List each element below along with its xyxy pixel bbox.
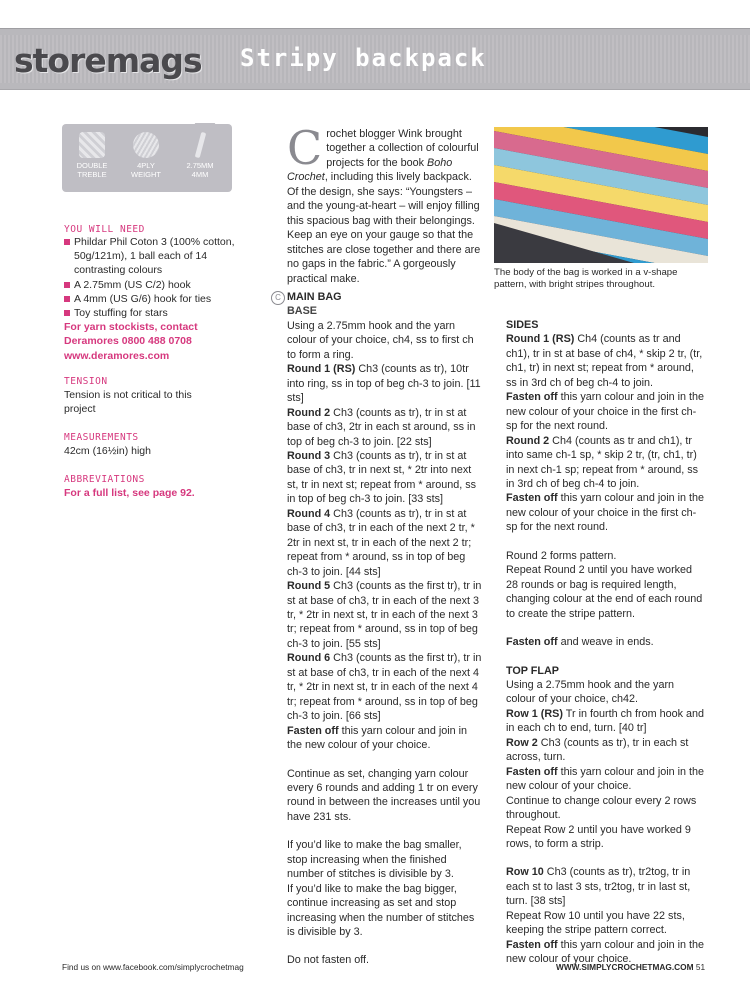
yarn-ball-icon: 4PLY WEIGHT (126, 132, 166, 179)
top-flap-heading: TOP FLAP (506, 664, 559, 677)
footer-facebook: Find us on www.facebook.com/simplycrochetmag (62, 962, 244, 972)
skill-info-box (62, 124, 232, 192)
you-will-need-heading: YOU WILL NEED (64, 224, 145, 235)
list-item: Phildar Phil Coton 3 (100% cotton, 50g/121m), 1 ball each of 14 contrasting colours (64, 235, 244, 278)
list-item: A 2.75mm (US C/2) hook (64, 278, 244, 292)
storemags-logo: storemags (14, 41, 202, 80)
measurements-text: 42cm (16½in) high (64, 445, 151, 457)
tension-text: Tension is not critical to this project (64, 389, 192, 416)
section-marker-icon: C (271, 291, 285, 305)
list-item: Toy stuffing for stars (64, 306, 244, 320)
main-bag-section: MAIN BAG BASE Using a 2.75mm hook and the yarn colour of your choice, ch4, ss to first ch to form a ring. Round 1 (RS) Ch3 (counts as tr), 10tr into ring, ss in top of beg ch-3 to join. [11 sts] Round 2 Ch3 (counts as tr), tr in st at base of ch3, 2tr in each st around, ss in top of beg ch-3 to join. [22 sts] Round 3 Ch3 (counts as tr), tr in st at base of ch3, tr in next st, * 2tr into next st, tr in next st; repeat from * around, ss in top of beg ch-3 to join. [33 sts] Round 4 Ch3 (counts as tr), tr in st at base of ch3, tr in each of the next 2 tr, * 2tr in next st, tr in each of the next 2 tr; repeat from * around, ss in top of beg ch-3 to join. [44 sts] Round 5 Ch3 (counts as the first tr), tr in st at base of ch3, tr in each of the next 3 tr, * 2tr in next st, tr in each of the next 3 tr; repeat from * around, ss in top of beg ch-3 to join. [55 sts] Round 6 Ch3 (counts as the first tr), tr in st at base of ch3, tr in each of the next 4 tr, * 2tr in next st, tr in each of the next 4 tr; repeat from * around, ss in top of beg ch-3 to join. [66 sts] Fasten off this yarn colour and join in the new colour of your choice. Continue as set, changing yarn colour every 6 rounds and adding 1 tr on every round in between the increases until you have 231 sts. If you’d like to make the bag smaller, stop increasing when the finished number of stitches is divisible by 3. If you’d like to make the bag bigger, continue increasing as set and stop increasing when the number of stitches is divisible by 3. Do not fasten off. (287, 291, 482, 967)
abbreviations-heading: ABBREVIATIONS (64, 474, 145, 485)
photo-caption: The body of the bag is worked in a v-shape pattern, with bright stripes throughout. (494, 267, 678, 290)
list-item: A 4mm (US G/6) hook for ties (64, 292, 244, 306)
backpack-photo (494, 127, 708, 263)
measurements-heading: MEASUREMENTS (64, 432, 139, 443)
drop-cap: C (287, 121, 323, 175)
base-subheading: BASE (287, 305, 317, 318)
page-title: Stripy backpack (240, 44, 487, 72)
stripe-image (494, 127, 708, 263)
double-treble-icon: DOUBLE TREBLE (72, 132, 112, 179)
abbreviations-text: For a full list, see page 92. (64, 487, 195, 499)
stockists-note: For yarn stockists, contact Deramores 0800 488 0708 www.deramores.com (64, 321, 198, 362)
sides-heading: SIDES (506, 319, 539, 331)
tension-heading: TENSION (64, 376, 108, 387)
crochet-hook-icon: 2.75MM 4MM (180, 132, 220, 179)
footer-website: WWW.SIMPLYCROCHETMAG.COM 51 (556, 962, 706, 972)
main-bag-heading: MAIN BAG (287, 291, 342, 303)
intro-paragraph: Crochet blogger Wink brought together a collection of colourful projects for the book Boho Crochet, including this lively backpack. Of the design, she says: “Youngsters – and the young-at-heart – will enjoy filling this spacious bag with their belongings. Keep an eye on your gauge so that the stitches are close together and there are no gaps in the fabric.” A gorgeously practical make. (287, 121, 481, 285)
materials-list (64, 235, 244, 363)
sides-section: SIDES Round 1 (RS) Ch4 (counts as tr and ch1), tr in st at base of ch4, * skip 2 tr, (tr, ch1, tr) in next st; repeat from * around, ss in 3rd ch of beg ch-4 to join. Fasten off this yarn colour and join in the new colour of your choice in the first ch-sp for the next round. Round 2 Ch4 (counts as tr and ch1), tr into same ch-1 sp, * skip 2 tr, (tr, ch1, tr) in next ch-1 sp; repeat from * around, ss in 3rd ch of beg ch-4 to join. Fasten off this yarn colour and join in the new colour of your choice in the first ch-sp for the next round. Round 2 forms pattern. Repeat Round 2 until you have worked 28 rounds or bag is required length, changing colour at the end of each round to create the stripe pattern. Fasten off and weave in ends. TOP FLAP Using a 2.75mm hook and the yarn colour of your choice, ch42. Row 1 (RS) Tr in fourth ch from hook and in each ch to end, turn. [40 tr] Row 2 Ch3 (counts as tr), tr in each st across, turn. Fasten off this yarn colour and join in the new colour of your choice. Continue to change colour every 2 rows throughout. Repeat Row 2 until you have worked 9 rows, to form a strip. Row 10 Ch3 (counts as tr), tr2tog, tr in each st to last 3 sts, tr2tog, tr in last st, turn. [38 sts] Repeat Row 10 until you have 22 sts, keeping the stripe pattern correct. Fasten off this yarn colour and join in the new colour of your choice. (506, 319, 705, 966)
page-number: 51 (695, 962, 706, 972)
